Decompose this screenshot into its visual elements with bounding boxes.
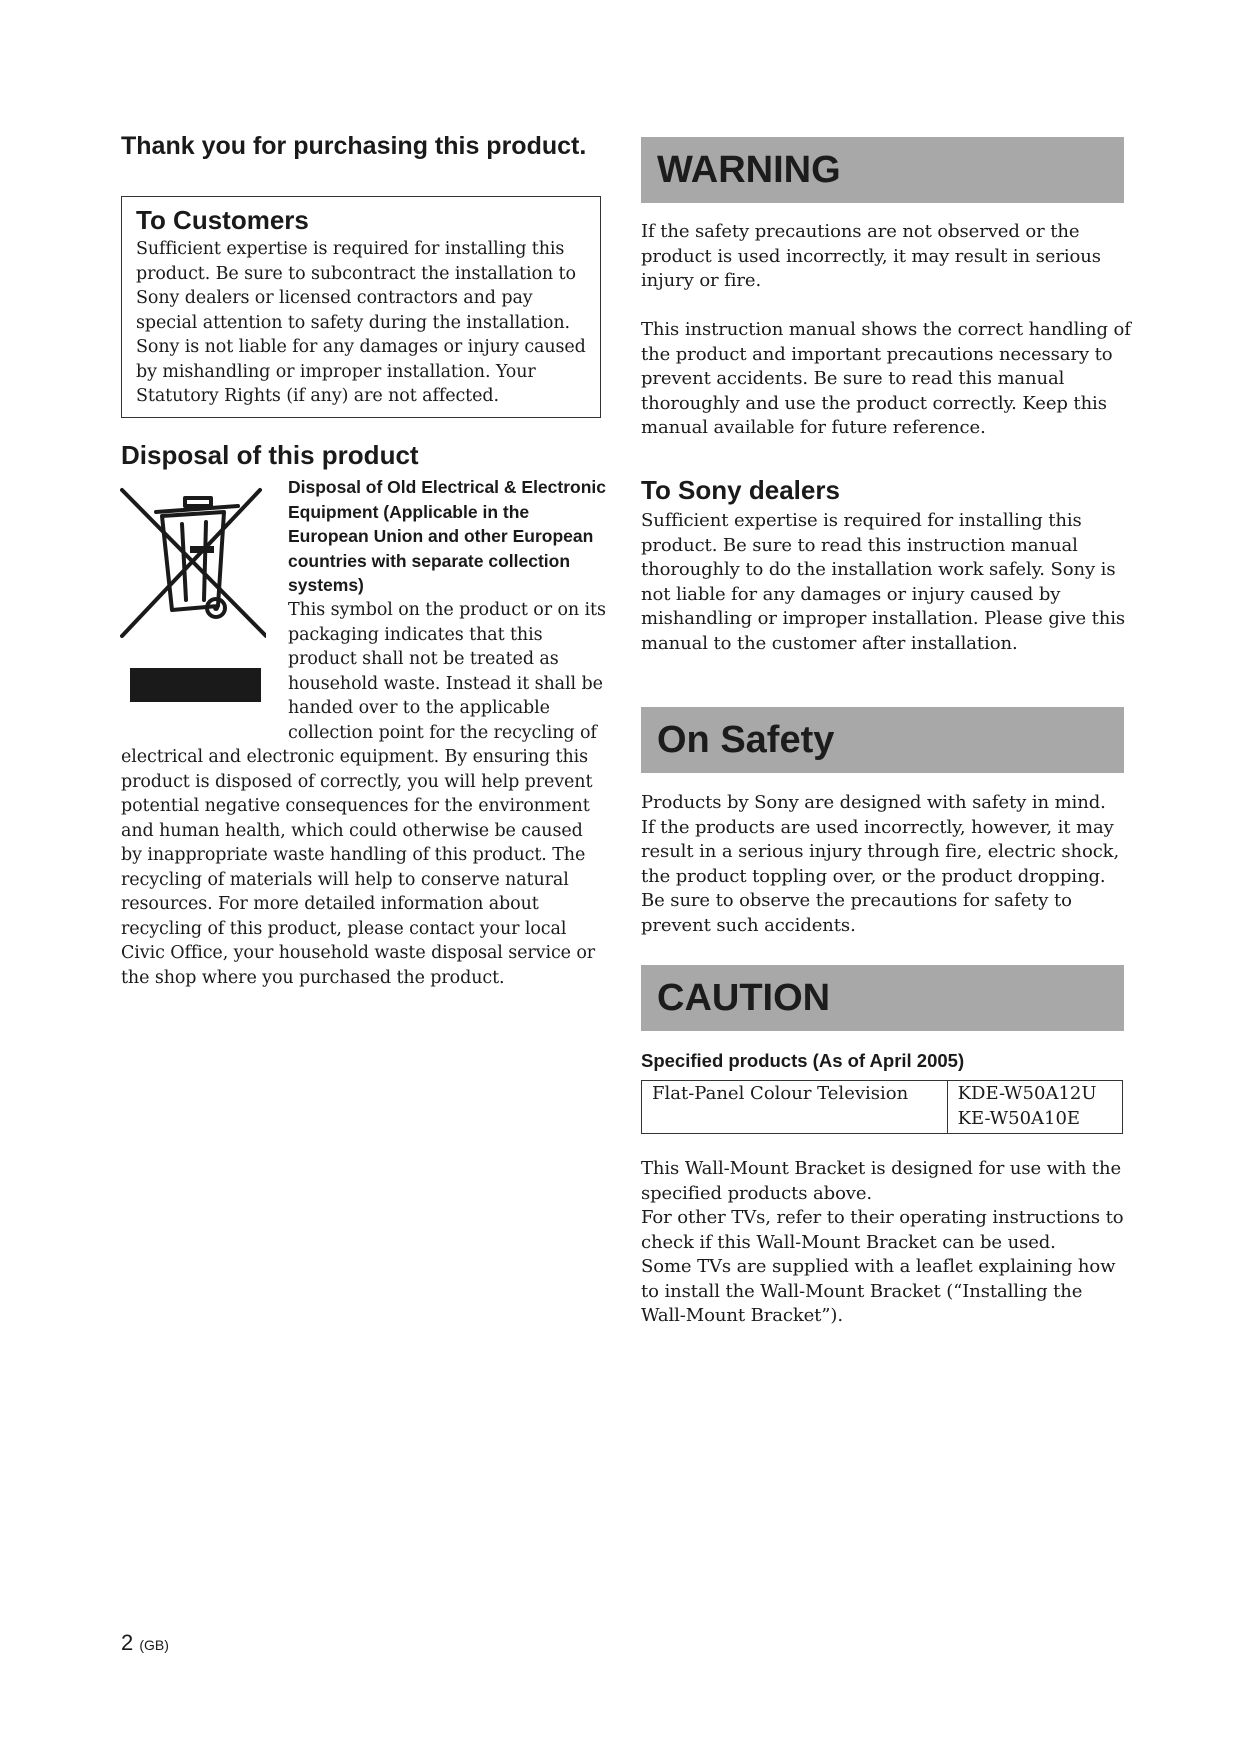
- caution-banner: CAUTION: [641, 965, 1124, 1031]
- disposal-subtitle: Disposal of Old Electrical & Electronic Equipment (Applicable in the European Union and other European countries with separate collection systems): [288, 477, 607, 595]
- thank-you-heading: Thank you for purchasing this product.: [121, 132, 587, 160]
- caution-line-3: Some TVs are supplied with a leaflet explaining how to install the Wall-Mount Bracket (“Installing the Wall-Mount Bracket”).: [641, 1256, 1116, 1326]
- disposal-text-side: This symbol on the product or on its packaging indicates that this product shall not be treated as household waste. Instead it shall be handed over to the applicable collection point for the recycling of: [288, 600, 606, 743]
- caution-line-2: For other TVs, refer to their operating instructions to check if this Wall-Mount Bracket can be used.: [641, 1207, 1124, 1253]
- warning-banner: WARNING: [641, 137, 1124, 203]
- warning-paragraph-2: This instruction manual shows the correct handling of the product and important precautions necessary to prevent accidents. Be sure to read this manual thoroughly and use the product correctly. Keep this manual available for future reference.: [641, 319, 1131, 438]
- on-safety-body: [641, 791, 1131, 938]
- to-sony-dealers-title: To Sony dealers: [641, 475, 840, 505]
- warning-paragraph-1: If the safety precautions are not observed or the product is used incorrectly, it may result in serious injury or fire.: [641, 221, 1101, 291]
- caution-line-1: This Wall-Mount Bracket is designed for use with the specified products above.: [641, 1158, 1122, 1204]
- specified-products-title: Specified products (As of April 2005): [641, 1050, 965, 1071]
- product-name-cell: Flat-Panel Colour Television: [642, 1081, 948, 1134]
- page-region: (GB): [139, 1637, 169, 1653]
- crossed-out-wheelie-bin-icon: [120, 486, 266, 706]
- page-number: 2: [121, 1630, 134, 1655]
- on-safety-banner: On Safety: [641, 707, 1124, 773]
- to-customers-body: Sufficient expertise is required for installing this product. Be sure to subcontract the installation to Sony dealers or licensed contractors and pay special attention to safety during the installation. Sony is not liable for any damages or injury caused by mishandling or improper installation. Your Statutory Rights (if any) are not affected.: [136, 239, 586, 406]
- to-customers-box: [121, 196, 601, 418]
- to-customers-title: To Customers: [136, 205, 309, 235]
- specified-products-table: [641, 1080, 1123, 1134]
- page-footer: [121, 1630, 169, 1656]
- caution-body: [641, 1157, 1131, 1329]
- model-number: KE-W50A10E: [957, 1107, 1081, 1129]
- on-safety-line-2: If the products are used incorrectly, however, it may result in a serious injury through fire, electric shock, the product toppling over, or the product dropping. Be sure to observe the precautions for safety to prevent such accidents.: [641, 816, 1120, 936]
- table-row: [642, 1081, 1123, 1134]
- disposal-text-full: electrical and electronic equipment. By ensuring this product is disposed of correctly, you will help prevent potential negative consequences for the environment and human health, which could otherwise be caused by inappropriate waste handling of this product. The recycling of materials will help to conserve natural resources. For more detailed information about recycling of this product, please contact your local Civic Office, your household waste disposal service or the shop where you purchased the product.: [121, 747, 596, 988]
- model-number: KDE-W50A12U: [957, 1083, 1097, 1104]
- on-safety-line-1: Products by Sony are designed with safety in mind.: [641, 792, 1106, 813]
- disposal-title: Disposal of this product: [121, 440, 419, 470]
- to-sony-dealers-body: Sufficient expertise is required for installing this product. Be sure to read this instruction manual thoroughly to do the installation work safely. Sony is not liable for any damages or injury caused by mishandling or improper installation. Please give this manual to the customer after installation.: [641, 510, 1126, 654]
- model-list-cell: [947, 1081, 1122, 1134]
